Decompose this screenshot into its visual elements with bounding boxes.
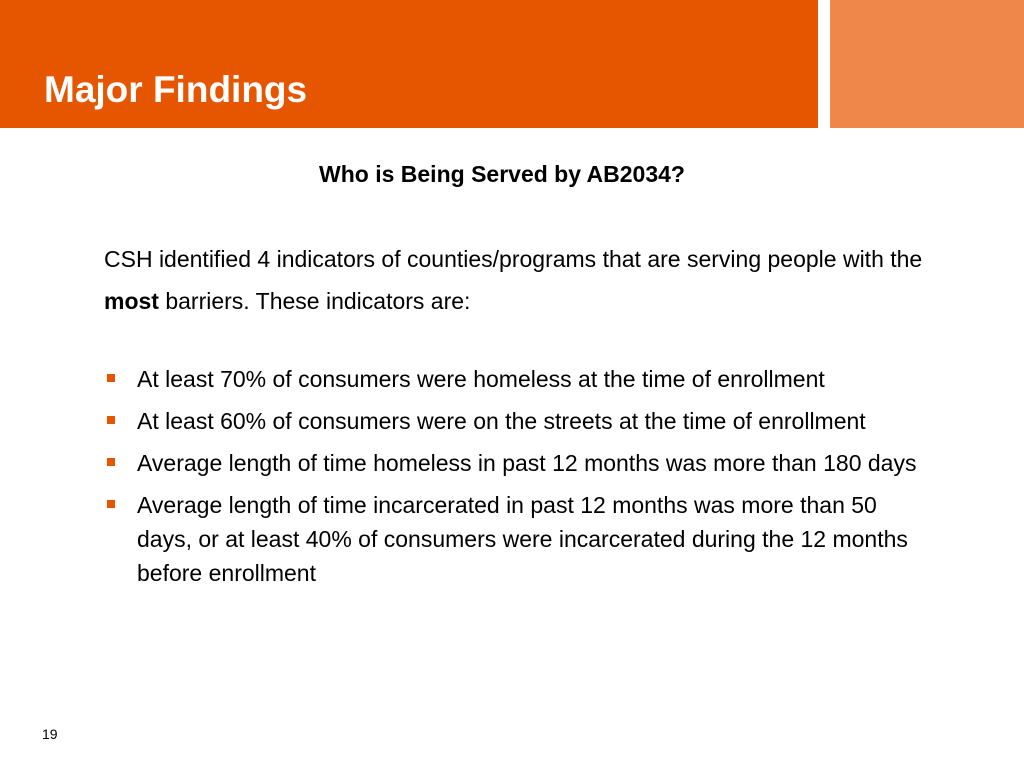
list-item (104, 488, 924, 590)
header-divider (818, 0, 830, 128)
square-bullet-icon (107, 500, 115, 508)
list-item-text: Average length of time incarcerated in past 12 months was more than 50 days, or at least 40% of consumers were incarcerated during the 12 months before enrollment (137, 492, 908, 586)
intro-text-bold: most (104, 288, 159, 314)
square-bullet-icon (107, 458, 115, 466)
list-item-text: Average length of time homeless in past 12 months was more than 180 days (137, 450, 917, 476)
intro-paragraph (104, 238, 944, 322)
header-accent-block (830, 0, 1024, 128)
list-item-text: At least 60% of consumers were on the streets at the time of enrollment (137, 408, 866, 434)
intro-text-part1: CSH identified 4 indicators of counties/programs that are serving people with the (104, 246, 923, 272)
list-item (104, 446, 924, 480)
slide-subtitle: Who is Being Served by AB2034? (319, 161, 685, 187)
page-number: 19 (42, 726, 58, 742)
intro-text-part2: barriers. These indicators are: (158, 288, 471, 314)
list-item (104, 362, 924, 396)
indicator-list (104, 362, 924, 598)
list-item-text: At least 70% of consumers were homeless at the time of enrollment (137, 366, 825, 392)
square-bullet-icon (107, 374, 115, 382)
square-bullet-icon (107, 416, 115, 424)
slide-title: Major Findings (44, 69, 308, 110)
list-item (104, 404, 924, 438)
